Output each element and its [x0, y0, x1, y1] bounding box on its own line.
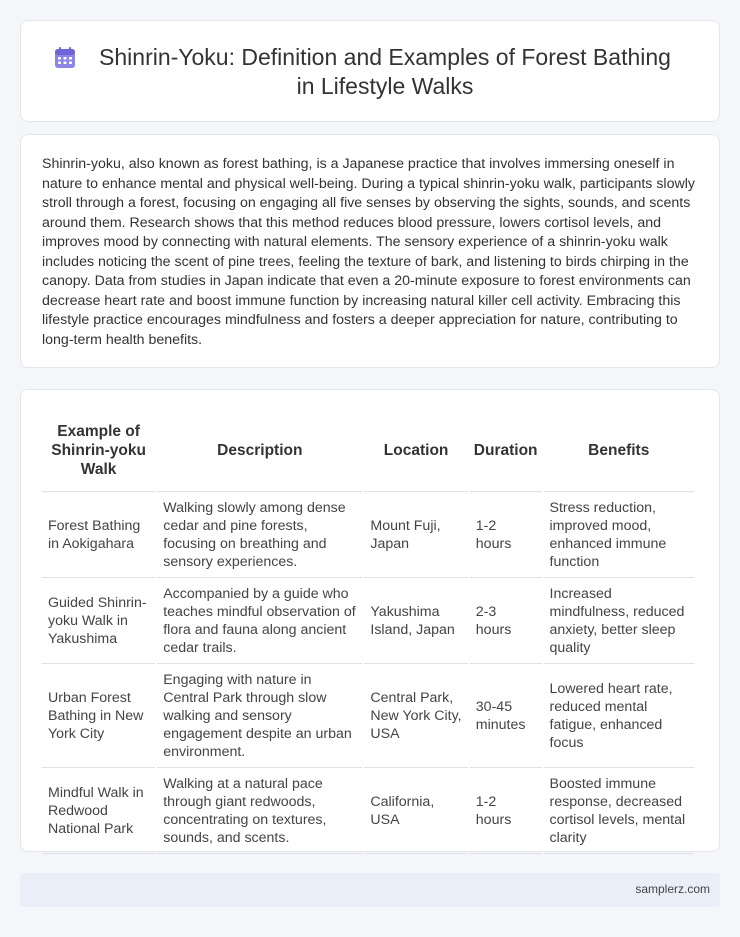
cell-example: Guided Shinrin-yoku Walk in Yakushima: [42, 578, 155, 664]
cell-location: Mount Fuji, Japan: [364, 492, 467, 578]
table-row: [42, 664, 694, 768]
cell-location: Central Park, New York City, USA: [364, 664, 467, 768]
footer-site-link[interactable]: samplerz.com: [635, 882, 710, 896]
header-duration: Duration: [470, 410, 542, 492]
cell-description: Walking at a natural pace through giant redwoods, concentrating on textures, sounds, and scents.: [157, 768, 362, 854]
cell-example: Mindful Walk in Redwood National Park: [42, 768, 155, 854]
intro-card: [20, 134, 720, 368]
intro-paragraph: Shinrin-yoku, also known as forest bathing, is a Japanese practice that involves immersing oneself in nature to enhance mental and physical well-being. During a typical shinrin-yoku walk, participants slowly stroll through a forest, focusing on engaging all five senses by observing the sights, sounds, and scents around them. Research shows that this method reduces blood pressure, lowers cortisol levels, and improves mood by connecting with natural elements. The sensory experience of a shinrin-yoku walk includes noticing the scent of pine trees, feeling the texture of bark, and listening to birds chirping in the canopy. Data from studies in Japan indicate that even a 20-minute exposure to forest environments can decrease heart rate and boost immune function by increasing natural killer cell activity. Embracing this lifestyle practice encourages mindfulness and fosters a deeper appreciation for nature, contributing to long-term health benefits.: [42, 156, 695, 348]
cell-benefits: Increased mindfulness, reduced anxiety, better sleep quality: [544, 578, 694, 664]
cell-description: Accompanied by a guide who teaches mindful observation of flora and fauna along ancient cedar trails.: [157, 578, 362, 664]
cell-benefits: Stress reduction, improved mood, enhanced immune function: [544, 492, 694, 578]
cell-duration: 30-45 minutes: [470, 664, 542, 768]
table-card: [20, 389, 720, 852]
footer-bar: [20, 873, 720, 907]
cell-duration: 1-2 hours: [470, 768, 542, 854]
cell-example: Urban Forest Bathing in New York City: [42, 664, 155, 768]
header-description: Description: [157, 410, 362, 492]
examples-table: [40, 410, 696, 854]
table-row: [42, 768, 694, 854]
cell-location: Yakushima Island, Japan: [364, 578, 467, 664]
table-row: [42, 578, 694, 664]
header-example: Example of Shinrin-yoku Walk: [42, 410, 155, 492]
cell-description: Engaging with nature in Central Park through slow walking and sensory engagement despite an urban environment.: [157, 664, 362, 768]
page-title: Shinrin-Yoku: Definition and Examples of Forest Bathing in Lifestyle Walks: [99, 44, 671, 99]
title-card: [20, 20, 720, 122]
header-location: Location: [364, 410, 467, 492]
table-header-row: [42, 410, 694, 492]
cell-example: Forest Bathing in Aokigahara: [42, 492, 155, 578]
cell-duration: 2-3 hours: [470, 578, 542, 664]
cell-location: California, USA: [364, 768, 467, 854]
cell-benefits: Boosted immune response, decreased cortisol levels, mental clarity: [544, 768, 694, 854]
cell-description: Walking slowly among dense cedar and pine forests, focusing on breathing and sensory experiences.: [157, 492, 362, 578]
cell-benefits: Lowered heart rate, reduced mental fatigue, enhanced focus: [544, 664, 694, 768]
header-benefits: Benefits: [544, 410, 694, 492]
cell-duration: 1-2 hours: [470, 492, 542, 578]
table-row: [42, 492, 694, 578]
